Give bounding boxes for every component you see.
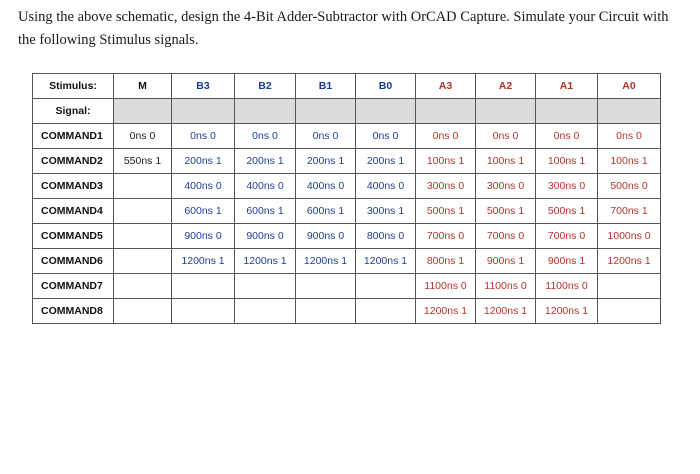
table-row (33, 149, 661, 174)
signal-cell (356, 99, 416, 124)
table-cell: 200ns 1 (296, 149, 356, 174)
signal-cell (416, 99, 476, 124)
table-header-row (33, 74, 661, 99)
table-cell: 500ns 1 (476, 199, 536, 224)
column-header-m: M (114, 74, 172, 99)
table-cell: 600ns 1 (235, 199, 296, 224)
column-header-a1: A1 (536, 74, 598, 99)
table-cell: 0ns 0 (296, 124, 356, 149)
table-cell: 1200ns 1 (416, 299, 476, 324)
stimulus-table (32, 73, 661, 324)
table-cell: 100ns 1 (476, 149, 536, 174)
table-cell (296, 274, 356, 299)
table-row (33, 274, 661, 299)
table-cell (296, 299, 356, 324)
table-cell: 1200ns 1 (356, 249, 416, 274)
table-cell: 0ns 0 (114, 124, 172, 149)
row-label-command: COMMAND6 (33, 249, 114, 274)
table-cell (172, 299, 235, 324)
table-cell: 300ns 0 (536, 174, 598, 199)
table-cell: 900ns 1 (536, 249, 598, 274)
table-cell: 0ns 0 (536, 124, 598, 149)
row-label-command: COMMAND3 (33, 174, 114, 199)
table-body (33, 99, 661, 324)
table-cell (114, 224, 172, 249)
table-cell (114, 249, 172, 274)
table-row (33, 124, 661, 149)
row-label-command: COMMAND8 (33, 299, 114, 324)
table-cell: 700ns 0 (536, 224, 598, 249)
table-cell: 1100ns 0 (536, 274, 598, 299)
table-cell: 500ns 0 (598, 174, 661, 199)
instructions-text (18, 6, 693, 52)
table-cell: 400ns 0 (172, 174, 235, 199)
table-cell (235, 274, 296, 299)
table-cell: 200ns 1 (235, 149, 296, 174)
row-label-command: COMMAND2 (33, 149, 114, 174)
table-cell: 600ns 1 (172, 199, 235, 224)
instructions-line-2: the following Stimulus signals. (18, 32, 199, 48)
signal-label: Signal: (33, 99, 114, 124)
column-header-a0: A0 (598, 74, 661, 99)
signal-cell (114, 99, 172, 124)
table-cell: 1200ns 1 (235, 249, 296, 274)
table-cell: 0ns 0 (416, 124, 476, 149)
table-cell: 300ns 0 (416, 174, 476, 199)
table-cell: 500ns 1 (416, 199, 476, 224)
table-cell: 900ns 1 (476, 249, 536, 274)
stimulus-header: Stimulus: (33, 74, 114, 99)
row-label-command: COMMAND4 (33, 199, 114, 224)
table-cell (114, 299, 172, 324)
column-header-b0: B0 (356, 74, 416, 99)
table-cell (172, 274, 235, 299)
table-cell: 1100ns 0 (476, 274, 536, 299)
signal-cell (172, 99, 235, 124)
table-cell: 1200ns 1 (536, 299, 598, 324)
column-header-b3: B3 (172, 74, 235, 99)
signal-cell (296, 99, 356, 124)
signal-cell (235, 99, 296, 124)
table-cell: 700ns 1 (598, 199, 661, 224)
table-cell: 0ns 0 (476, 124, 536, 149)
table-cell (114, 174, 172, 199)
table-cell (114, 274, 172, 299)
table-cell: 700ns 0 (476, 224, 536, 249)
table-cell: 200ns 1 (172, 149, 235, 174)
table-cell: 1000ns 0 (598, 224, 661, 249)
table-cell: 500ns 1 (536, 199, 598, 224)
table-cell: 700ns 0 (416, 224, 476, 249)
table-cell: 0ns 0 (598, 124, 661, 149)
table-cell: 300ns 1 (356, 199, 416, 224)
column-header-b1: B1 (296, 74, 356, 99)
signal-cell (598, 99, 661, 124)
table-cell: 400ns 0 (235, 174, 296, 199)
table-row (33, 174, 661, 199)
column-header-a2: A2 (476, 74, 536, 99)
table-cell: 1200ns 1 (296, 249, 356, 274)
table-cell: 100ns 1 (416, 149, 476, 174)
table-cell: 400ns 0 (296, 174, 356, 199)
signal-row (33, 99, 661, 124)
table-cell: 100ns 1 (536, 149, 598, 174)
table-cell: 1200ns 1 (598, 249, 661, 274)
table-cell (598, 299, 661, 324)
table-cell: 550ns 1 (114, 149, 172, 174)
table-cell (356, 274, 416, 299)
table-cell: 300ns 0 (476, 174, 536, 199)
column-header-b2: B2 (235, 74, 296, 99)
table-cell: 100ns 1 (598, 149, 661, 174)
table-cell: 900ns 0 (296, 224, 356, 249)
table-cell: 0ns 0 (235, 124, 296, 149)
table-cell: 1200ns 1 (172, 249, 235, 274)
table-cell (114, 199, 172, 224)
table-cell: 600ns 1 (296, 199, 356, 224)
table-cell (235, 299, 296, 324)
instructions-line-1: Using the above schematic, design the 4-Bit Adder-Subtractor with OrCAD Capture. Simulate your Circuit with (18, 9, 669, 25)
row-label-command: COMMAND5 (33, 224, 114, 249)
table-row (33, 199, 661, 224)
row-label-command: COMMAND7 (33, 274, 114, 299)
table-cell (356, 299, 416, 324)
table-row (33, 299, 661, 324)
table-cell: 900ns 0 (235, 224, 296, 249)
table-cell: 200ns 1 (356, 149, 416, 174)
table-row (33, 224, 661, 249)
column-header-a3: A3 (416, 74, 476, 99)
table-cell: 400ns 0 (356, 174, 416, 199)
table-cell: 0ns 0 (172, 124, 235, 149)
signal-cell (536, 99, 598, 124)
table-cell: 1200ns 1 (476, 299, 536, 324)
table-cell: 900ns 0 (172, 224, 235, 249)
table-cell: 800ns 0 (356, 224, 416, 249)
table-cell: 1100ns 0 (416, 274, 476, 299)
table-row (33, 249, 661, 274)
table-cell: 800ns 1 (416, 249, 476, 274)
row-label-command: COMMAND1 (33, 124, 114, 149)
signal-cell (476, 99, 536, 124)
table-cell (598, 274, 661, 299)
table-cell: 0ns 0 (356, 124, 416, 149)
